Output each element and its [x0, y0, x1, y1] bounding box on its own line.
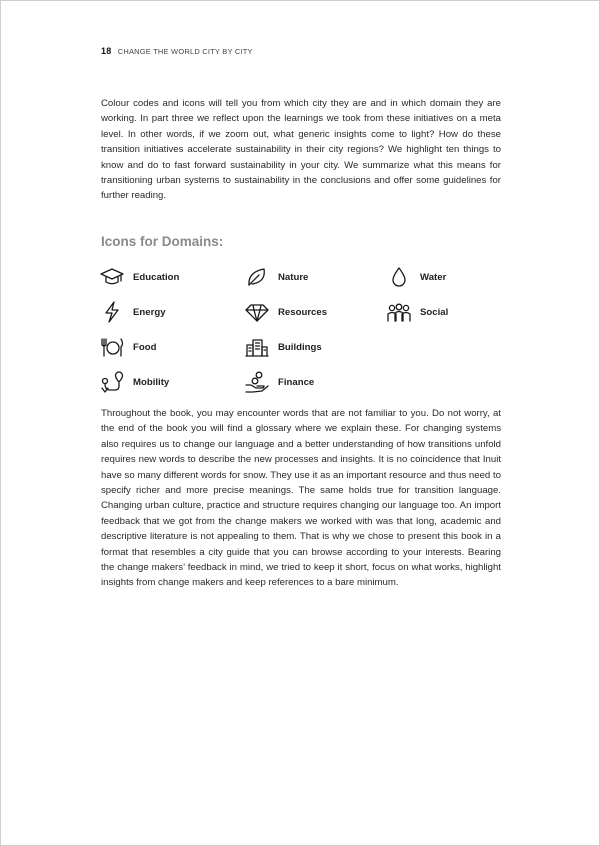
route-pin-icon — [99, 370, 125, 394]
domain-label: Social — [420, 306, 449, 318]
domain-buildings — [244, 335, 322, 359]
running-title: CHANGE THE WORLD CITY BY CITY — [117, 47, 253, 56]
domain-label: Buildings — [278, 341, 322, 353]
domain-resources — [244, 300, 327, 324]
domain-label: Food — [133, 341, 157, 353]
domain-label: Resources — [278, 306, 328, 318]
hand-coins-icon — [244, 370, 270, 394]
people-group-icon — [386, 300, 412, 324]
domain-food — [99, 335, 156, 359]
buildings-icon — [244, 335, 270, 359]
domain-label: Education — [133, 271, 180, 283]
body-paragraph: Throughout the book, you may encounter words that are not familiar to you. Do not worry, at the end of the book you will find a glossary where we explain these. For changing systems also requires us to change our language and a better understanding of how transitions unfold requires new words to describe the new processes and insights. It is no coincidence that Inuit have so many different words for snow. They use it as an important resource and thus need to specify richer and more precise meanings. The same holds true for transition language. Changing urban culture, practice and structure requires changing our language too. An import feedback that we got from the change makers we worked with was that long, academic and descriptive literature is not appealing to them. That is why we chose to present this book in a format that resembles a city guide that you can browse according to your interests. Bearing the change makers’ feedback in mind, we tried to keep it short, focus on what works, highlight insights from change makers and keep references to a bare minimum. — [101, 408, 501, 589]
domain-water — [386, 265, 446, 289]
domain-mobility — [99, 370, 169, 394]
plate-cutlery-icon — [99, 335, 125, 359]
domain-finance — [244, 370, 314, 394]
graduation-cap-icon — [99, 265, 125, 289]
domain-nature — [244, 265, 308, 289]
lightning-bolt-icon — [99, 300, 125, 324]
domain-energy — [99, 300, 166, 324]
running-header — [101, 46, 253, 56]
leaf-icon — [244, 265, 270, 289]
intro-paragraph: Colour codes and icons will tell you from which city they are and in which domain they are working. In part three we reflect upon the learnings we took from these initiatives on a meta level. In other words, if we zoom out, what generic insights come to light? How do these transition initiatives accelerate sustainability in their city regions? We highlight ten things to know and do to fast forward sustainability in your city. We summarize what this means for transitioning urban systems to sustainability in the conclusions and offer some guidelines for further reading. — [101, 98, 501, 202]
water-drop-icon — [386, 265, 412, 289]
domain-label: Water — [420, 271, 447, 283]
domain-label: Mobility — [133, 376, 170, 388]
domain-social — [386, 300, 448, 324]
domain-label: Nature — [278, 271, 309, 283]
domain-label: Energy — [133, 306, 166, 318]
icons-section-title: Icons for Domains: — [101, 234, 224, 249]
page-number: 18 — [101, 46, 112, 56]
domain-label: Finance — [278, 376, 315, 388]
diamond-icon — [244, 300, 270, 324]
domain-education — [99, 265, 179, 289]
